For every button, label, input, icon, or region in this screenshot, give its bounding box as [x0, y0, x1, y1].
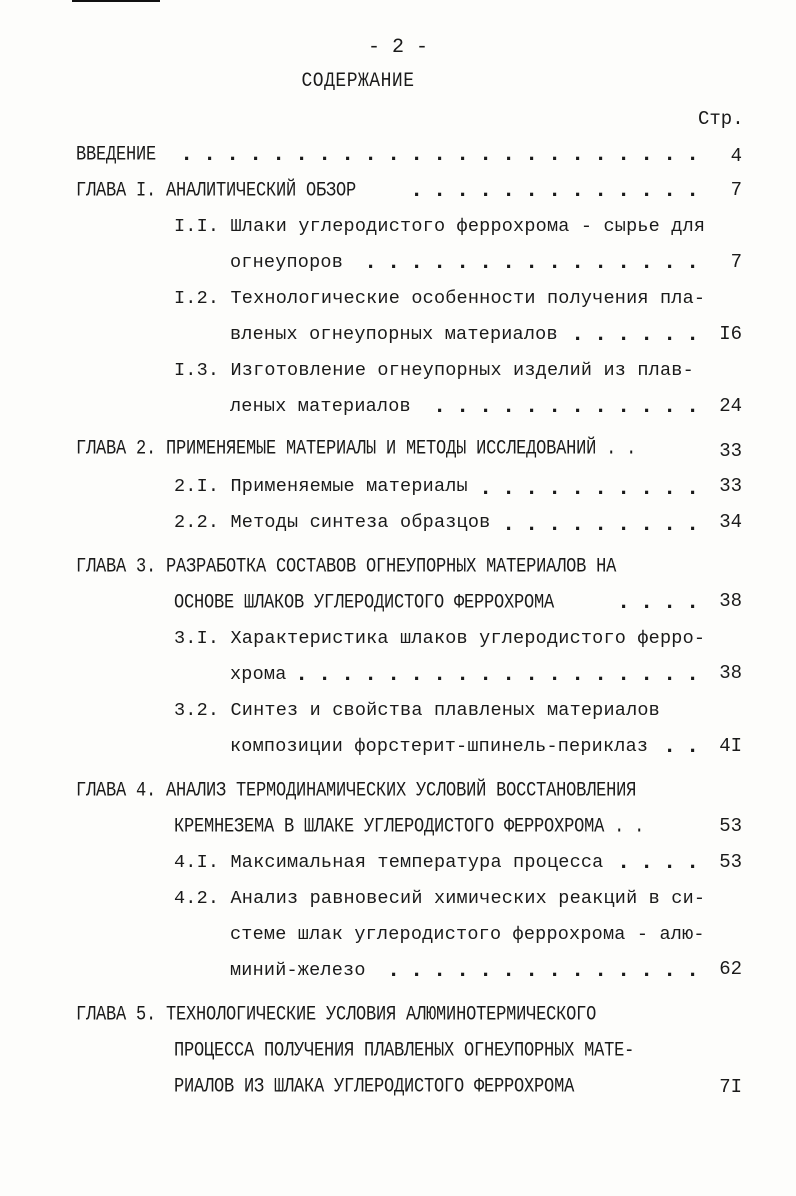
dot-leader: .	[295, 142, 309, 167]
dot-leader: .	[410, 250, 424, 275]
dot-leader: .	[686, 322, 700, 347]
toc-chapter-title: ГЛАВА I. АНАЛИТИЧЕСКИЙ ОБЗОР	[76, 180, 357, 203]
dot-leader: .	[456, 142, 470, 167]
dot-leader: .	[525, 178, 539, 203]
dot-leader: .	[226, 142, 240, 167]
page-title: СОДЕРЖАНИЕ	[301, 70, 415, 93]
dot-leader: .	[663, 178, 677, 203]
dot-leader: .	[617, 958, 631, 983]
dot-leader: .	[663, 958, 677, 983]
dot-leader: .	[548, 250, 562, 275]
dot-leader: .	[502, 662, 516, 687]
toc-entry-page: I6	[719, 323, 742, 345]
dot-leader: .	[686, 590, 700, 615]
toc-section-title-cont: огнеупоров	[230, 252, 344, 273]
dot-leader: .	[594, 178, 608, 203]
dot-leader: .	[617, 394, 631, 419]
dot-leader: .	[433, 142, 447, 167]
toc-entry-title: ВВЕДЕНИЕ	[76, 144, 157, 167]
toc-section-title: 3.2. Синтез и свойства плавленых материалов	[174, 700, 660, 721]
dot-leader: .	[387, 250, 401, 275]
dot-leader: .	[456, 394, 470, 419]
dot-leader: .	[663, 322, 677, 347]
toc-entry-page: 33	[719, 475, 742, 497]
dot-leader: .	[594, 394, 608, 419]
dot-leader: .	[433, 250, 447, 275]
dot-leader: .	[502, 250, 516, 275]
dot-leader: .	[502, 394, 516, 419]
dot-leader: .	[387, 662, 401, 687]
dot-leader: .	[686, 394, 700, 419]
dot-leader: .	[617, 590, 631, 615]
dot-leader: .	[502, 142, 516, 167]
dot-leader: .	[640, 662, 654, 687]
dot-leader: .	[525, 394, 539, 419]
dot-leader: .	[548, 958, 562, 983]
toc-section-title-cont: хрома	[230, 664, 287, 685]
toc-entry-page: 7	[730, 251, 742, 273]
dot-leader: .	[525, 662, 539, 687]
toc-section-title-cont: леных материалов	[230, 396, 411, 417]
dot-leader: .	[594, 142, 608, 167]
toc-chapter-title: ГЛАВА 2. ПРИМЕНЯЕМЫЕ МАТЕРИАЛЫ И МЕТОДЫ ИССЛЕДОВАНИЙ . .	[76, 438, 637, 461]
dot-leader: .	[640, 958, 654, 983]
dot-leader: .	[479, 662, 493, 687]
dot-leader: .	[410, 662, 424, 687]
dot-leader: .	[640, 250, 654, 275]
dot-leader: .	[640, 322, 654, 347]
dot-leader: .	[640, 142, 654, 167]
dot-leader: .	[295, 662, 309, 687]
dot-leader: .	[663, 394, 677, 419]
dot-leader: .	[433, 958, 447, 983]
dot-leader: .	[617, 662, 631, 687]
dot-leader: .	[686, 734, 700, 759]
dot-leader: .	[548, 512, 562, 537]
dot-leader: .	[364, 662, 378, 687]
dot-leader: .	[456, 958, 470, 983]
dot-leader: .	[571, 142, 585, 167]
dot-leader: .	[594, 250, 608, 275]
toc-section-title-cont: вленых огнеупорных материалов	[230, 324, 558, 345]
toc-entry-page: 7	[730, 179, 742, 201]
dot-leader: .	[548, 394, 562, 419]
dot-leader: .	[548, 476, 562, 501]
dot-leader: .	[341, 662, 355, 687]
dot-leader: .	[525, 476, 539, 501]
dot-leader: .	[571, 394, 585, 419]
dot-leader: .	[318, 662, 332, 687]
dot-leader: .	[502, 958, 516, 983]
dot-leader: .	[548, 662, 562, 687]
dot-leader: .	[525, 142, 539, 167]
dot-leader: .	[318, 142, 332, 167]
toc-entry-page: 53	[719, 851, 742, 873]
dot-leader: .	[456, 662, 470, 687]
toc-chapter-title: ГЛАВА 3. РАЗРАБОТКА СОСТАВОВ ОГНЕУПОРНЫХ МАТЕРИАЛОВ НА	[76, 556, 617, 579]
toc-entry-page: 4I	[719, 735, 742, 757]
dot-leader: .	[479, 142, 493, 167]
dot-leader: .	[433, 394, 447, 419]
dot-leader: .	[571, 250, 585, 275]
dot-leader: .	[249, 142, 263, 167]
dot-leader: .	[617, 476, 631, 501]
dot-leader: .	[456, 250, 470, 275]
dot-leader: .	[525, 512, 539, 537]
dot-leader: .	[640, 850, 654, 875]
toc-entry-page: 24	[719, 395, 742, 417]
dot-leader: .	[686, 662, 700, 687]
dot-leader: .	[686, 476, 700, 501]
dot-leader: .	[548, 142, 562, 167]
dot-leader: .	[640, 590, 654, 615]
toc-entry-page: 62	[719, 958, 742, 980]
toc-section-title-cont: стеме шлак углеродистого феррохрома - алю-	[230, 924, 705, 945]
dot-leader: .	[433, 178, 447, 203]
toc-section-title: I.I. Шлаки углеродистого феррохрома - сырье для	[174, 216, 706, 237]
dot-leader: .	[617, 250, 631, 275]
page-number: - 2 -	[367, 36, 428, 59]
top-rule	[72, 0, 160, 2]
toc-section-title: I.2. Технологические особенности получения пла-	[174, 288, 706, 309]
dot-leader: .	[663, 734, 677, 759]
dot-leader: .	[502, 178, 516, 203]
toc-entry-page: 33	[719, 440, 742, 462]
toc-chapter-title: ГЛАВА 5. ТЕХНОЛОГИЧЕСКИЕ УСЛОВИЯ АЛЮМИНОТЕРМИЧЕСКОГО	[76, 1004, 597, 1027]
dot-leader: .	[364, 142, 378, 167]
dot-leader: .	[410, 178, 424, 203]
dot-leader: .	[479, 394, 493, 419]
dot-leader: .	[571, 476, 585, 501]
toc-entry-page: 7I	[719, 1076, 742, 1098]
toc-section-title: 4.2. Анализ равновесий химических реакций в си-	[174, 888, 706, 909]
dot-leader: .	[686, 142, 700, 167]
dot-leader: .	[479, 178, 493, 203]
dot-leader: .	[594, 512, 608, 537]
toc-chapter-title-cont: КРЕМНЕЗЕМА В ШЛАКЕ УГЛЕРОДИСТОГО ФЕРРОХРОМА . .	[174, 816, 645, 839]
dot-leader: .	[686, 850, 700, 875]
toc-section-title-cont: композиции форстерит-шпинель-периклаз	[230, 736, 649, 757]
toc-section-title-cont: миний-железо	[230, 960, 366, 981]
dot-leader: .	[479, 958, 493, 983]
dot-leader: .	[594, 476, 608, 501]
dot-leader: .	[663, 590, 677, 615]
dot-leader: .	[617, 142, 631, 167]
dot-leader: .	[617, 178, 631, 203]
toc-entry-page: 53	[719, 815, 742, 837]
dot-leader: .	[479, 476, 493, 501]
dot-leader: .	[640, 476, 654, 501]
toc-section-title: 2.2. Методы синтеза образцов	[174, 512, 491, 533]
dot-leader: .	[594, 322, 608, 347]
dot-leader: .	[387, 142, 401, 167]
toc-chapter-title-cont: ОСНОВЕ ШЛАКОВ УГЛЕРОДИСТОГО ФЕРРОХРОМА	[174, 592, 555, 615]
dot-leader: .	[479, 250, 493, 275]
dot-leader: .	[640, 178, 654, 203]
dot-leader: .	[548, 178, 562, 203]
dot-leader: .	[502, 476, 516, 501]
dot-leader: .	[410, 958, 424, 983]
dot-leader: .	[686, 178, 700, 203]
dot-leader: .	[571, 322, 585, 347]
toc-section-title: 4.I. Максимальная температура процесса	[174, 852, 604, 873]
toc-chapter-title-cont: ПРОЦЕССА ПОЛУЧЕНИЯ ПЛАВЛЕНЫХ ОГНЕУПОРНЫХ МАТЕ-	[174, 1040, 635, 1063]
toc-entry-page: 4	[730, 145, 742, 167]
dot-leader: .	[663, 250, 677, 275]
toc-entry-page: 38	[719, 662, 742, 684]
toc-section-title: 2.I. Применяемые материалы	[174, 476, 468, 497]
dot-leader: .	[456, 178, 470, 203]
toc-chapter-title: ГЛАВА 4. АНАЛИЗ ТЕРМОДИНАМИЧЕСКИХ УСЛОВИЙ ВОССТАНОВЛЕНИЯ	[76, 780, 637, 803]
dot-leader: .	[272, 142, 286, 167]
dot-leader: .	[686, 958, 700, 983]
dot-leader: .	[571, 958, 585, 983]
dot-leader: .	[663, 476, 677, 501]
dot-leader: .	[341, 142, 355, 167]
dot-leader: .	[617, 322, 631, 347]
dot-leader: .	[686, 512, 700, 537]
dot-leader: .	[617, 512, 631, 537]
dot-leader: .	[571, 178, 585, 203]
toc-chapter-title-cont: РИАЛОВ ИЗ ШЛАКА УГЛЕРОДИСТОГО ФЕРРОХРОМА	[174, 1076, 575, 1099]
page-column-label: Стр.	[698, 108, 744, 130]
dot-leader: .	[594, 958, 608, 983]
dot-leader: .	[387, 958, 401, 983]
dot-leader: .	[594, 662, 608, 687]
dot-leader: .	[571, 512, 585, 537]
dot-leader: .	[686, 250, 700, 275]
dot-leader: .	[433, 662, 447, 687]
dot-leader: .	[640, 512, 654, 537]
dot-leader: .	[640, 394, 654, 419]
dot-leader: .	[571, 662, 585, 687]
dot-leader: .	[180, 142, 194, 167]
dot-leader: .	[525, 958, 539, 983]
dot-leader: .	[410, 142, 424, 167]
dot-leader: .	[203, 142, 217, 167]
dot-leader: .	[364, 250, 378, 275]
dot-leader: .	[502, 512, 516, 537]
dot-leader: .	[525, 250, 539, 275]
dot-leader: .	[663, 512, 677, 537]
toc-entry-page: 38	[719, 590, 742, 612]
dot-leader: .	[663, 850, 677, 875]
toc-section-title: 3.I. Характеристика шлаков углеродистого ферро-	[174, 628, 706, 649]
dot-leader: .	[663, 142, 677, 167]
dot-leader: .	[663, 662, 677, 687]
toc-section-title: I.3. Изготовление огнеупорных изделий из плав-	[174, 360, 694, 381]
toc-entry-page: 34	[719, 511, 742, 533]
dot-leader: .	[617, 850, 631, 875]
